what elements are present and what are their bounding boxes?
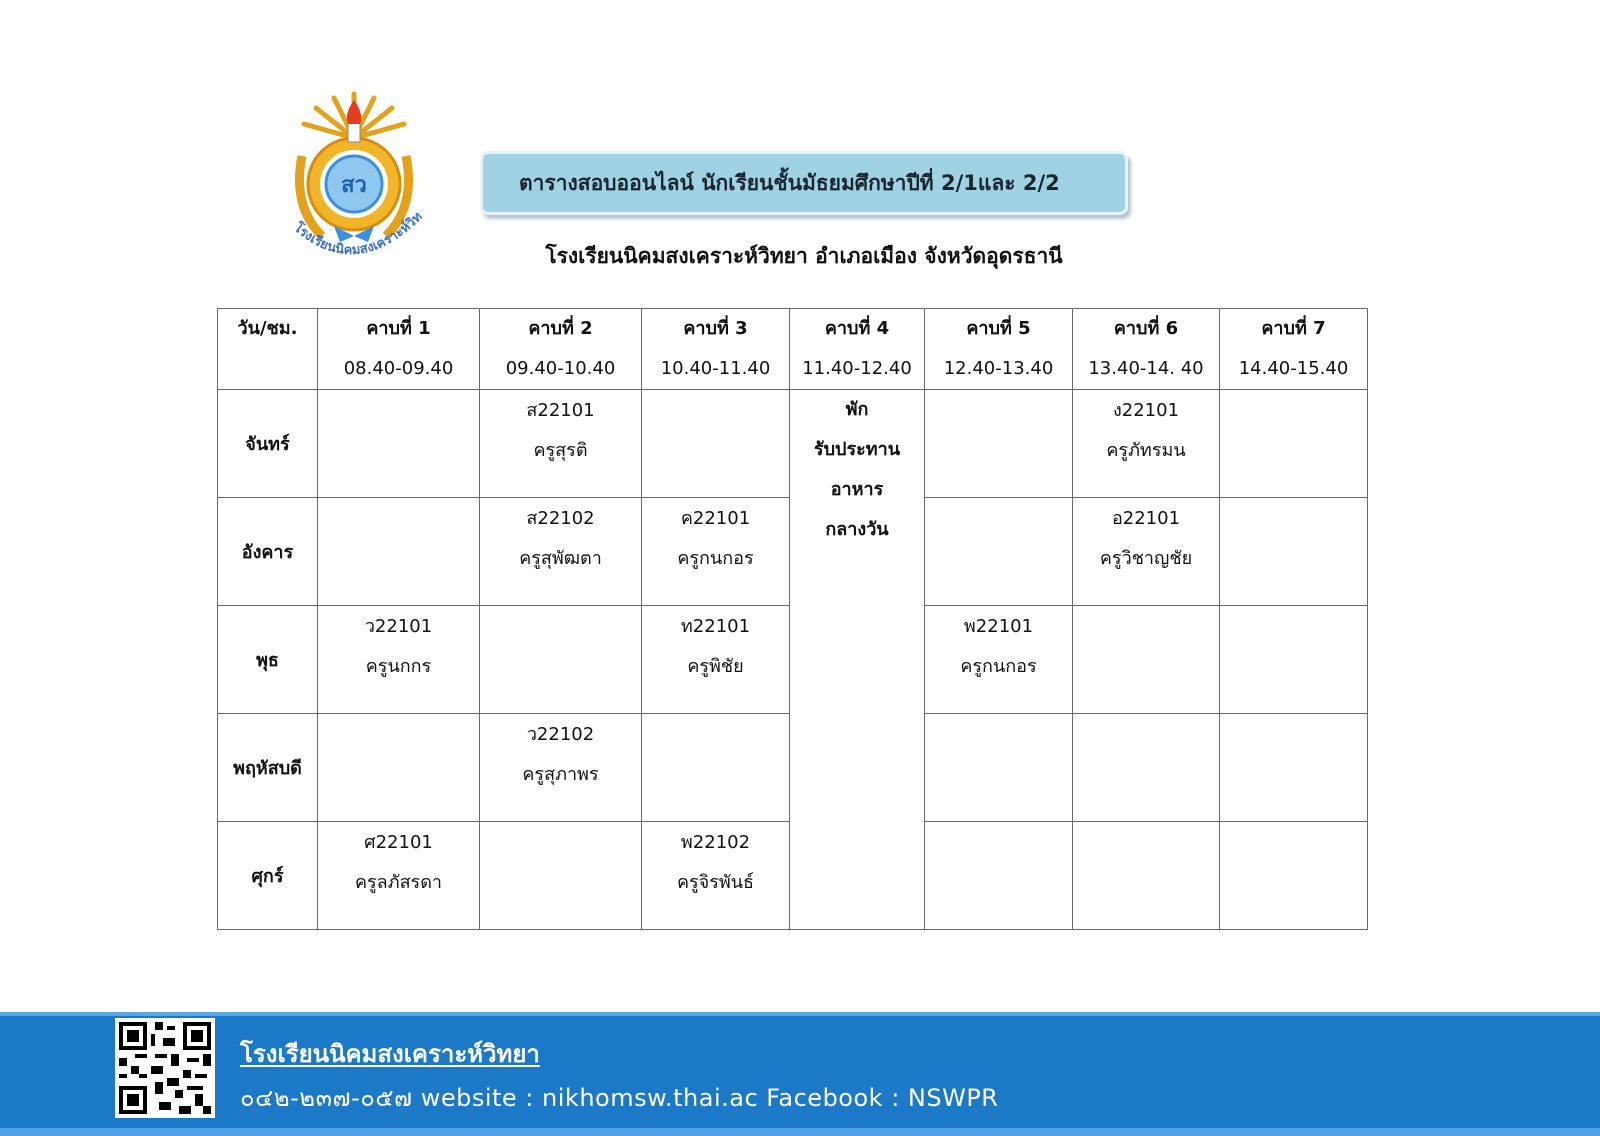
subject-code (318, 715, 479, 755)
lunch-line: อาหาร (830, 479, 884, 500)
schedule-cell (642, 822, 790, 930)
period-name: คาบที่ 6 (1113, 318, 1179, 339)
period-name: คาบที่ 3 (683, 318, 748, 339)
schedule-cell (1073, 390, 1220, 498)
schedule-cell (642, 606, 790, 714)
teacher-name (925, 755, 1072, 795)
subject-code (1220, 499, 1367, 539)
schedule-cell (1220, 606, 1368, 714)
footer-contact: ๐๔๒-๒๓๗-๐๕๗ website : nikhomsw.thai.ac Facebook : NSWPR (240, 1084, 999, 1112)
teacher-name: ครูนกกร (365, 655, 432, 677)
table-row (218, 390, 1368, 498)
period-header (642, 309, 790, 390)
schedule-cell (925, 714, 1073, 822)
subject-code (1220, 715, 1367, 755)
subject-code: ค22101 (680, 507, 751, 529)
teacher-name: ครูกนกอร (960, 655, 1037, 677)
qr-code-icon[interactable] (115, 1018, 215, 1118)
schedule-cell (1073, 714, 1220, 822)
period-time: 09.40-10.40 (505, 358, 616, 379)
school-logo (282, 86, 442, 276)
subject-code: ง22101 (1112, 399, 1180, 421)
period-header (480, 309, 642, 390)
schedule-cell (1220, 498, 1368, 606)
subject-code (1073, 715, 1219, 755)
period-header (790, 309, 925, 390)
day-cell: พฤหัสบดี (218, 714, 318, 822)
teacher-name (318, 755, 479, 795)
schedule-cell (1073, 606, 1220, 714)
teacher-name (642, 431, 789, 471)
school-emblem-icon (282, 86, 442, 276)
teacher-name: ครูภัทรมน (1106, 439, 1186, 461)
teacher-name (1220, 755, 1367, 795)
teacher-name (480, 863, 641, 903)
teacher-name: ครูกนกอร (677, 547, 754, 569)
period-header (1220, 309, 1368, 390)
teacher-name (925, 539, 1072, 579)
period-name: คาบที่ 7 (1261, 318, 1326, 339)
schedule-cell (318, 498, 480, 606)
subject-code (318, 499, 479, 539)
teacher-name: ครูวิชาญชัย (1099, 547, 1193, 569)
day-cell: จันทร์ (218, 390, 318, 498)
subject-code (1220, 391, 1367, 431)
schedule-cell (925, 498, 1073, 606)
period-time: 13.40-14. 40 (1088, 358, 1204, 379)
subject-code (480, 607, 641, 647)
schedule-cell (1220, 714, 1368, 822)
period-time: 08.40-09.40 (343, 358, 454, 379)
teacher-name: ครูสุพัฒตา (519, 547, 602, 569)
lunch-line: กลางวัน (825, 519, 889, 540)
subject-code (1073, 607, 1219, 647)
exam-schedule-table (217, 308, 1368, 930)
period-name: คาบที่ 1 (366, 318, 431, 339)
subject-code: ว22101 (364, 615, 433, 637)
subject-code (925, 499, 1072, 539)
corner-header (218, 309, 318, 390)
schedule-cell (1220, 822, 1368, 930)
teacher-name: ครูจิรพันธ์ (676, 871, 755, 893)
school-subtitle: โรงเรียนนิคมสงเคราะห์วิทยา อำเภอเมือง จังหวัดอุดรธานี (545, 244, 1063, 268)
teacher-name (1220, 539, 1367, 579)
subject-code: ศ22101 (364, 831, 433, 853)
teacher-name (925, 431, 1072, 471)
subject-code (480, 823, 641, 863)
teacher-name (1220, 431, 1367, 471)
subject-code: พ22101 (963, 615, 1034, 637)
lunch-line: พัก (845, 399, 869, 420)
period-header (318, 309, 480, 390)
day-cell: อังคาร (218, 498, 318, 606)
schedule-cell (1073, 822, 1220, 930)
teacher-name: ครูสุภาพร (522, 763, 599, 785)
teacher-name (1220, 647, 1367, 687)
subject-code: ส22102 (526, 507, 595, 529)
teacher-name (318, 539, 479, 579)
schedule-cell (480, 822, 642, 930)
footer-school-name: โรงเรียนนิคมสงเคราะห์วิทยา (240, 1040, 540, 1068)
schedule-cell (480, 498, 642, 606)
schedule-cell (925, 822, 1073, 930)
subject-code (1220, 823, 1367, 863)
teacher-name (1073, 647, 1219, 687)
period-name: คาบที่ 2 (528, 318, 593, 339)
lunch-line: รับประทาน (813, 439, 901, 460)
teacher-name: ครูสุรติ (533, 439, 588, 461)
period-name: คาบที่ 5 (966, 318, 1031, 339)
period-name: คาบที่ 4 (824, 318, 890, 339)
subject-code (925, 823, 1072, 863)
schedule-cell (318, 714, 480, 822)
teacher-name (1073, 863, 1219, 903)
day-cell: ศุกร์ (218, 822, 318, 930)
subject-code: ว22102 (526, 723, 595, 745)
schedule-cell (642, 390, 790, 498)
schedule-cell (642, 714, 790, 822)
subject-code (1220, 607, 1367, 647)
teacher-name: ครูลภัสรดา (354, 871, 443, 893)
teacher-name (480, 647, 641, 687)
schedule-cell (318, 606, 480, 714)
svg-text:โรงเรียนนิคมสงเคราะห์วิทยา: โรงเรียนนิคมสงเคราะห์วิท (290, 209, 426, 259)
period-header (925, 309, 1073, 390)
teacher-name (318, 431, 479, 471)
schedule-cell (1220, 390, 1368, 498)
schedule-cell (925, 390, 1073, 498)
schedule-cell (318, 822, 480, 930)
period-header (1073, 309, 1220, 390)
schedule-cell (318, 390, 480, 498)
teacher-name (1220, 863, 1367, 903)
day-cell: พุธ (218, 606, 318, 714)
period-time: 11.40-12.40 (802, 358, 912, 379)
schedule-cell (480, 390, 642, 498)
subject-code: อ22101 (1111, 507, 1181, 529)
footer-banner (0, 1012, 1600, 1136)
teacher-name: ครูพิชัย (687, 655, 744, 677)
period-time: 14.40-15.40 (1238, 358, 1349, 379)
period-time: 12.40-13.40 (943, 358, 1054, 379)
schedule-cell (480, 606, 642, 714)
logo-monogram: สว (341, 173, 367, 198)
subject-code (925, 391, 1072, 431)
teacher-name (925, 863, 1072, 903)
subject-code (642, 715, 789, 755)
schedule-cell (925, 606, 1073, 714)
schedule-cell (480, 714, 642, 822)
corner-label: วัน/ชม. (237, 318, 298, 339)
subject-code: ส22101 (526, 399, 595, 421)
page-title-text: ตารางสอบออนไลน์ นักเรียนชั้นมัธยมศึกษาปีที่ 2/1และ 2/2 (519, 170, 1060, 195)
period-time: 10.40-11.40 (660, 358, 771, 379)
subject-code (1073, 823, 1219, 863)
subject-code: พ22102 (680, 831, 751, 853)
subject-code: ท22101 (680, 615, 751, 637)
schedule-cell (642, 498, 790, 606)
footer-stripe (0, 1128, 1600, 1136)
subject-code (642, 391, 789, 431)
table-header-row (218, 309, 1368, 390)
schedule-cell (1073, 498, 1220, 606)
teacher-name (642, 755, 789, 795)
page-title (480, 151, 1128, 215)
lunch-break-cell (790, 390, 925, 930)
subject-code (318, 391, 479, 431)
subject-code (925, 715, 1072, 755)
teacher-name (1073, 755, 1219, 795)
